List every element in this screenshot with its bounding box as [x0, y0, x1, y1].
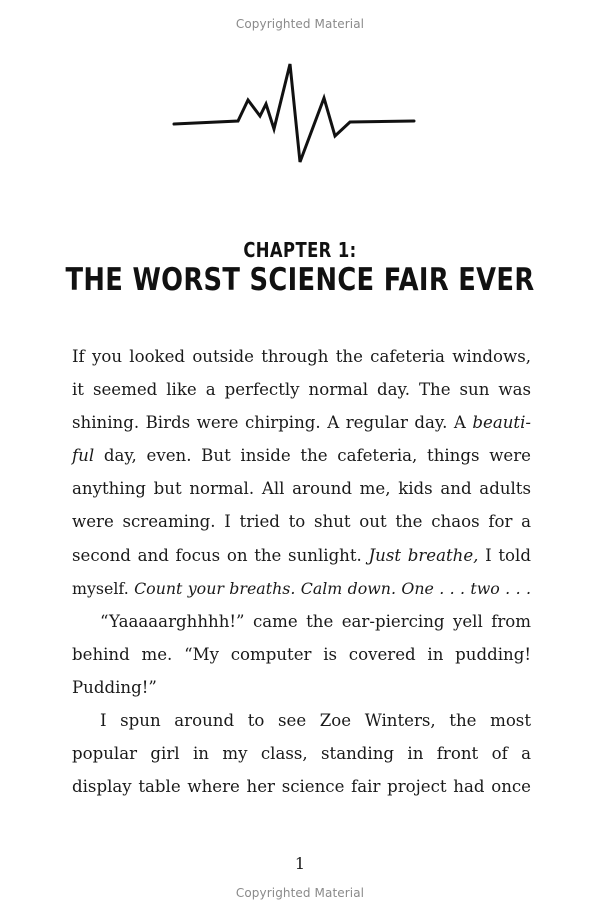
text-line: shining. Birds were chirping. A regular day. A beauti-	[72, 413, 531, 433]
text-line: myself. Count your breaths. Calm down. One . . . two . . .	[72, 578, 531, 598]
text-line: it seemed like a perfectly normal day. The sun was	[72, 380, 531, 400]
text-line: I spun around to see Zoe Winters, the most	[100, 711, 531, 731]
text-line: display table where her science fair project had once	[72, 777, 531, 797]
chapter-label: CHAPTER 1:	[243, 238, 357, 262]
text-line: behind me. “My computer is covered in pudding!	[72, 644, 531, 664]
watermark-bottom: Copyrighted Material	[235, 886, 365, 900]
body-text	[72, 340, 531, 803]
chapter-title: THE WORST SCIENCE FAIR EVER	[65, 262, 535, 298]
page-number: 1	[294, 854, 306, 873]
text-line: If you looked outside through the cafeteria windows,	[72, 347, 531, 366]
text-line: Pudding!”	[72, 677, 157, 697]
text-line: popular girl in my class, standing in front of a	[72, 744, 531, 764]
text-line: ful day, even. But inside the cafeteria, things were	[72, 446, 531, 466]
text-line: second and focus on the sunlight. Just breathe, I told	[72, 545, 531, 565]
watermark-top: Copyrighted Material	[235, 17, 365, 31]
heartbeat-line-icon	[170, 58, 420, 170]
text-line: were screaming. I tried to shut out the chaos for a	[72, 512, 531, 532]
text-line: “Yaaaaarghhhh!” came the ear-piercing yell from	[100, 611, 531, 631]
text-line: anything but normal. All around me, kids and adults	[72, 479, 531, 499]
